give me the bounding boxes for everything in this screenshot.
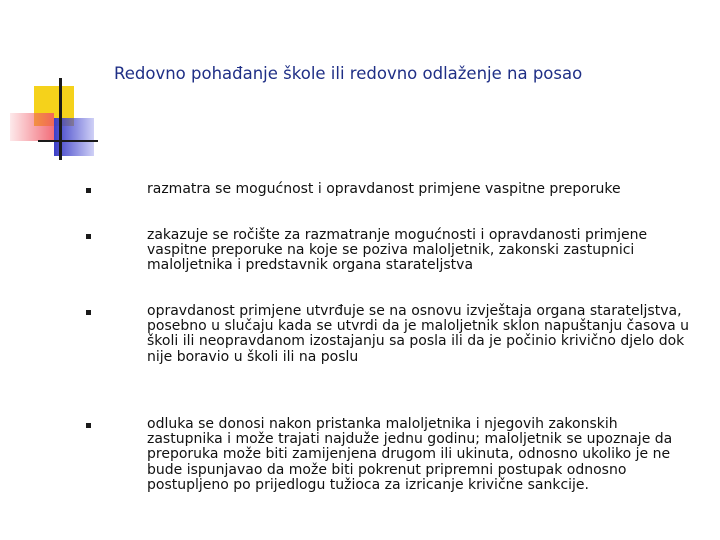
square-bullet-icon (86, 188, 91, 193)
slide-title: Redovno pohađanje škole ili redovno odlaženje na posao (114, 64, 583, 83)
bullet-text: odluka se donosi nakon pristanka maloljetnika i njegovih zakonskih zastupnika i može trajati najduže jednu godinu; maloljetnik se upoznaje da preporuka može biti zamijenjena drugom ili ukinuta, odnosno ukoliko je ne bude ispunjavao da može biti pokrenut pripremni postupak odnosno postupljeno po prijedlogu tužioca za izricanje krivične sankcije. (147, 416, 673, 493)
logo-red-square (10, 113, 54, 141)
logo-horizontal-line (38, 140, 98, 142)
logo-vertical-line (59, 78, 62, 160)
bullet-text: zakazuje se ročište za razmatranje mogućnosti i opravdanosti primjene vaspitne preporuke na koje se poziva maloljetnik, zakonski zastupnici maloljetnika i predstavnik organa starateljstva (147, 227, 648, 274)
bullet-item (147, 182, 697, 197)
square-bullet-icon (86, 423, 91, 428)
bullet-item (147, 417, 697, 493)
square-bullet-icon (86, 234, 91, 239)
square-bullet-icon (86, 310, 91, 315)
bullet-text: opravdanost primjene utvrđuje se na osnovu izvještaja organa starateljstva, posebno u slučaju kada se utvrdi da je maloljetnik sklon napuštanju časova u školi ili neopravdanom izostajanju sa posla ili da je počinio krivično djelo dok nije boravio u školi ili na poslu (147, 303, 690, 365)
bullet-item (147, 228, 697, 274)
bullet-text: razmatra se mogućnost i opravdanost primjene vaspitne preporuke (147, 181, 621, 197)
bullet-item (147, 304, 697, 365)
